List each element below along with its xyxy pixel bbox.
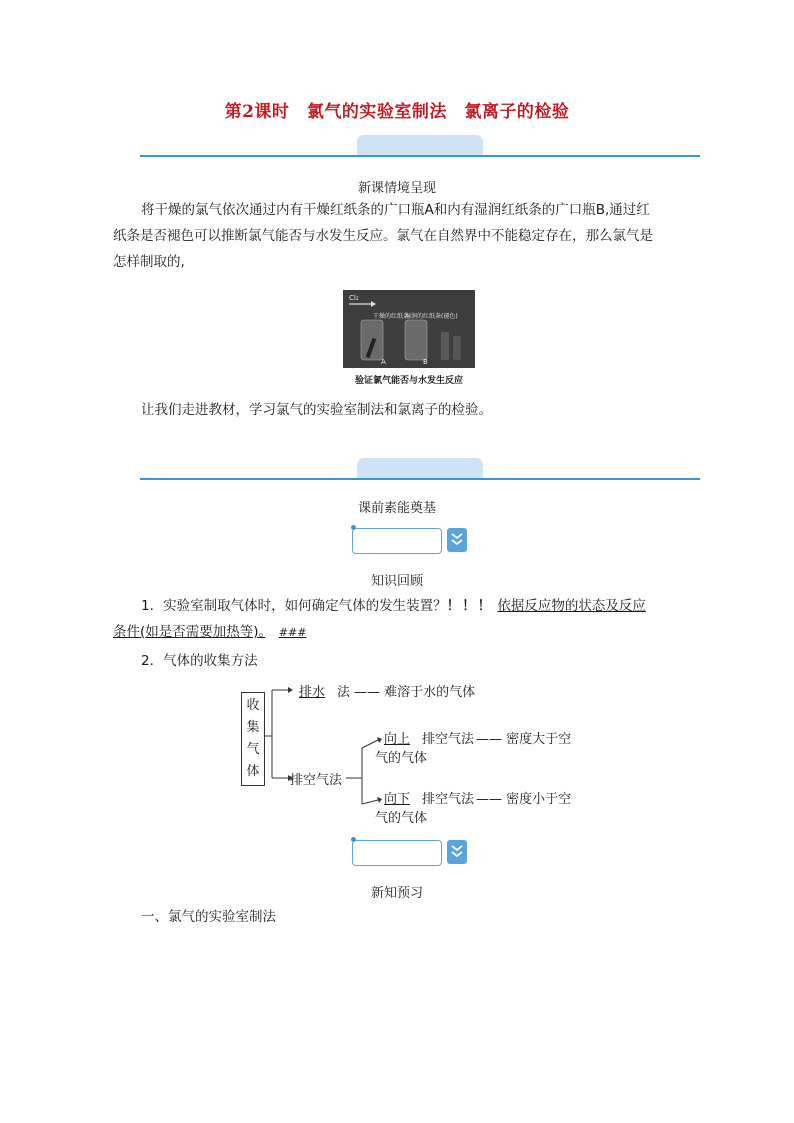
answer-text: 依据反应物的状态及反应 [497,598,646,614]
label-b-text: 湿润的红纸条(褪色) [405,313,458,320]
question-text: 1．实验室制取气体时，如何确定气体的发生装置？ [141,598,447,614]
label-a: A [381,358,386,366]
section-tab [357,135,483,155]
closing-paragraph: 让我们走进教材，学习氯气的实验室制法和氯离子的检验。 [141,402,492,418]
section-divider [140,458,700,482]
branch-suffix: 法 [337,685,351,700]
subsection-badge [352,528,472,554]
photo-drawing [343,290,475,368]
part-heading: 一、氯气的实验室制法 [141,909,276,925]
section-divider [140,135,700,159]
branch-downward [375,790,572,828]
intro-paragraph [113,197,683,275]
branch-air: 排空气法 [290,773,343,788]
chevron-down-icon [447,840,467,864]
answer-text: 条件(如是否需要加热等)。 [113,624,266,640]
branch-desc: —— 密度大于空 [476,732,572,747]
root-char: 集 [246,720,260,735]
branch-desc: —— 密度小于空 [476,792,572,807]
answer-end-mark: ### [278,626,307,639]
experiment-photo [343,290,475,368]
root-char: 体 [246,764,260,779]
blank-answer: 向上 [384,732,411,747]
root-char: 收 [246,698,260,713]
intro-line: 纸条是否褪色可以推断氯气能否与水发生反应。氯气在自然界中不能稳定存在，那么氯气是 [113,228,653,244]
question-2: 2．气体的收集方法 [141,653,258,669]
badge-dot [351,837,356,842]
intro-line: 将干燥的氯气依次通过内有干燥红纸条的广口瓶A和内有湿润红纸条的广口瓶B,通过红 [141,202,650,218]
badge-box [352,840,442,866]
branch-suffix: 排空气法 [422,732,475,747]
blank-answer: 向下 [384,792,411,807]
branch-water [293,681,475,700]
label-a-text: 干燥的红纸条 [373,313,410,320]
badge-box [352,528,442,554]
question-1 [113,593,683,646]
subsection-badge [352,840,472,866]
section-heading: 课前素能奠基 [357,501,436,516]
root-char: 气 [246,742,260,757]
chevron-down-icon [447,528,467,552]
badge-dot [351,525,356,530]
divider-line [140,155,700,157]
branch-desc: 气的气体 [375,811,428,826]
cl2-label: Cl₂ [349,294,359,302]
photo-caption: 验证氯气能否与水发生反应 [354,376,463,386]
subsection-heading: 知识回顾 [370,574,423,589]
page-title: 第2课时 氯气的实验室制法 氯离子的检验 [224,102,570,122]
intro-line: 怎样制取的, [113,254,185,270]
subsection-heading: 新知预习 [370,886,423,901]
branch-desc: 气的气体 [375,751,428,766]
section-heading: 新课情境呈现 [357,181,436,196]
label-b: B [423,358,428,366]
collection-methods-diagram [238,680,598,830]
blank-answer: 排水 [299,685,326,700]
branch-upward [375,730,572,768]
branch-desc: —— 难溶于水的气体 [354,685,476,700]
blank-marks: ！！！ [446,598,494,614]
branch-suffix: 排空气法 [422,792,475,807]
section-tab [357,458,483,478]
divider-line [140,478,700,480]
